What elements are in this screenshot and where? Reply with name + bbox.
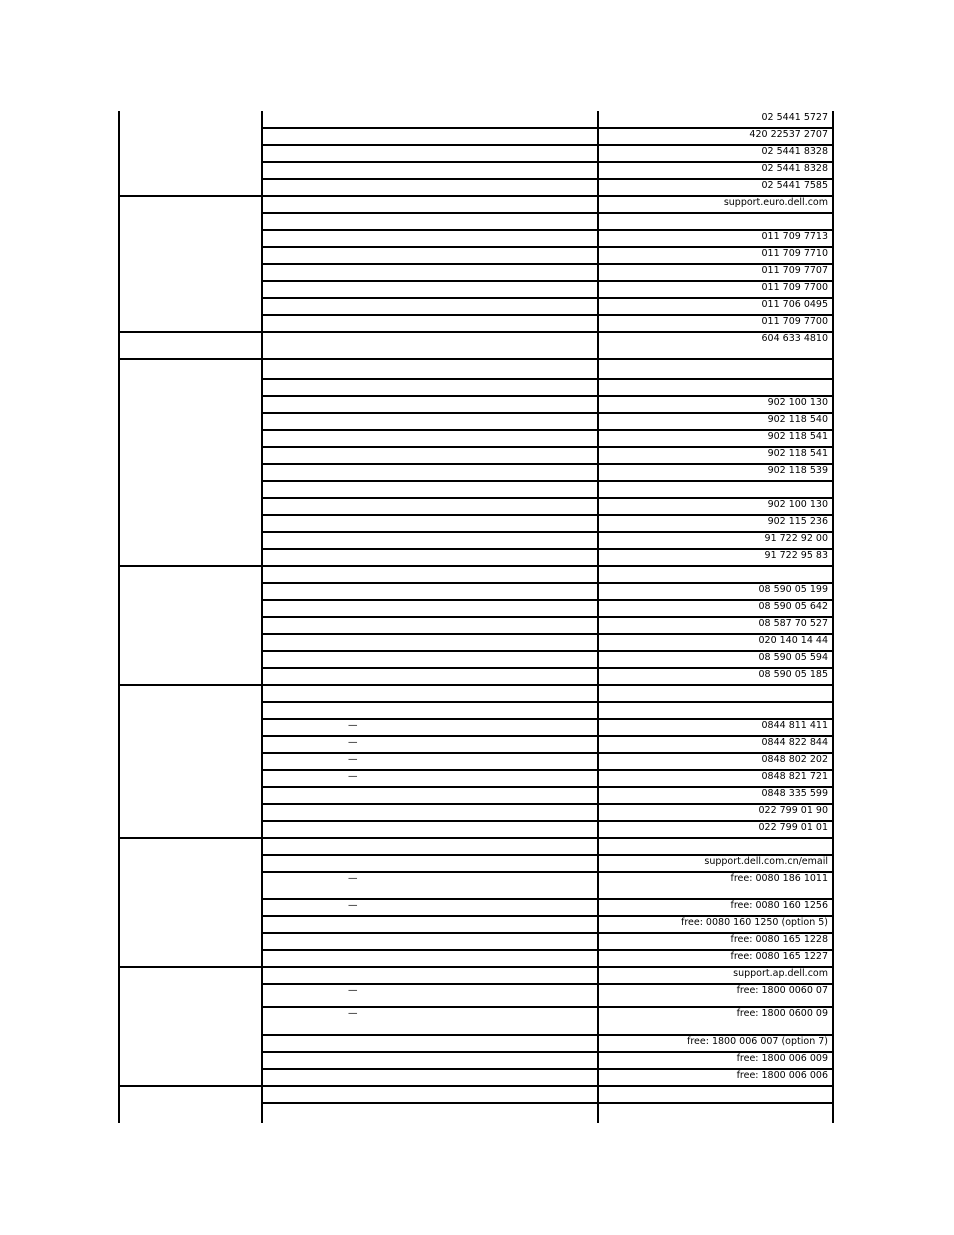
contact-value: free: 1800 006 006 — [736, 1070, 828, 1081]
contact-value: 02 5441 8328 — [761, 146, 828, 157]
contact-value: support.ap.dell.com — [733, 968, 828, 979]
contact-value: 902 100 130 — [767, 397, 828, 408]
contact-value: 0844 811 411 — [761, 720, 828, 731]
contact-value: 91 722 95 83 — [764, 550, 828, 561]
contact-value: 0848 335 599 — [761, 788, 828, 799]
group-divider — [119, 1085, 833, 1087]
contact-value: free: 1800 0060 07 — [736, 985, 828, 996]
contact-value: 902 118 540 — [767, 414, 828, 425]
contact-value: 011 709 7710 — [761, 248, 828, 259]
row-divider — [262, 378, 833, 380]
dash-marker: — — [348, 985, 358, 996]
contact-value: 011 709 7707 — [761, 265, 828, 276]
contact-value: 022 799 01 90 — [758, 805, 828, 816]
contact-value: free: 0080 186 1011 — [730, 873, 828, 884]
dash-marker: — — [348, 720, 358, 731]
dash-marker: — — [348, 771, 358, 782]
contact-value: 011 706 0495 — [761, 299, 828, 310]
dash-marker: — — [348, 900, 358, 911]
contact-value: 902 118 539 — [767, 465, 828, 476]
row-divider — [262, 1102, 833, 1104]
row-divider — [262, 212, 833, 214]
contact-value: 08 590 05 642 — [758, 601, 828, 612]
contact-value: 902 118 541 — [767, 431, 828, 442]
contact-value: support.euro.dell.com — [723, 197, 828, 208]
contact-value: 011 709 7700 — [761, 316, 828, 327]
group-divider — [119, 358, 833, 360]
row-divider — [262, 701, 833, 703]
group-divider — [119, 565, 833, 567]
contact-value: 08 590 05 199 — [758, 584, 828, 595]
contact-value: 902 118 541 — [767, 448, 828, 459]
contact-value: free: 1800 0600 09 — [736, 1008, 828, 1019]
contact-value: free: 0080 165 1227 — [730, 951, 828, 962]
dash-marker: — — [348, 737, 358, 748]
contact-value: 08 590 05 594 — [758, 652, 828, 663]
contact-value: 902 115 236 — [767, 516, 828, 527]
contact-value: free: 0080 160 1256 — [730, 900, 828, 911]
contact-value: 420 22537 2707 — [749, 129, 828, 140]
contact-value: 02 5441 7585 — [761, 180, 828, 191]
contact-value: 0844 822 844 — [761, 737, 828, 748]
row-divider — [262, 480, 833, 482]
contact-value: 902 100 130 — [767, 499, 828, 510]
contact-value: free: 1800 006 009 — [736, 1053, 828, 1064]
contact-value: 020 140 14 44 — [758, 635, 828, 646]
contact-value: 02 5441 8328 — [761, 163, 828, 174]
contact-value: free: 0080 160 1250 (option 5) — [680, 917, 828, 928]
group-divider — [119, 684, 833, 686]
contact-value: 011 709 7700 — [761, 282, 828, 293]
dash-marker: — — [348, 1008, 358, 1019]
contact-value: 08 587 70 527 — [758, 618, 828, 629]
contact-value: free: 0080 165 1228 — [730, 934, 828, 945]
contact-value: 604 633 4810 — [761, 333, 828, 344]
contact-value: 0848 802 202 — [761, 754, 828, 765]
contact-value: 08 590 05 185 — [758, 669, 828, 680]
dash-marker: — — [348, 754, 358, 765]
contact-value: 91 722 92 00 — [764, 533, 828, 544]
group-divider — [119, 837, 833, 839]
contact-value: 02 5441 5727 — [761, 112, 828, 123]
contact-value: 011 709 7713 — [761, 231, 828, 242]
contact-value: support.dell.com.cn/email — [704, 856, 828, 867]
contact-value: free: 1800 006 007 (option 7) — [687, 1036, 828, 1047]
contact-value: 0848 821 721 — [761, 771, 828, 782]
dash-marker: — — [348, 873, 358, 884]
contact-value: 022 799 01 01 — [758, 822, 828, 833]
column-rule — [118, 111, 120, 1123]
